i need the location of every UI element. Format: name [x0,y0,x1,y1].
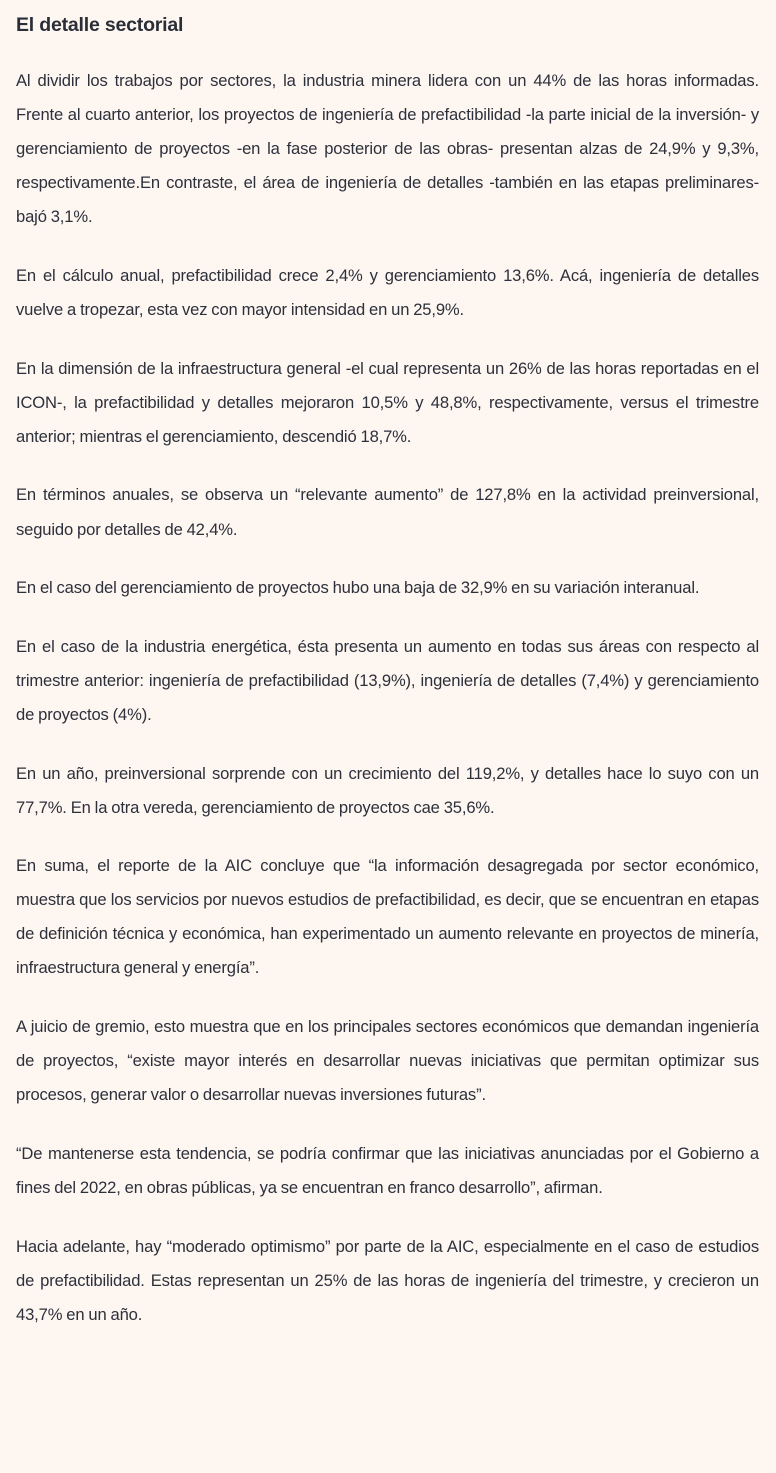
paragraph-energy-industry: En el caso de la industria energética, ésta presenta un aumento en todas sus áreas con respecto al trimestre anterior: ingeniería de prefactibilidad (13,9%), ingeniería de detalles (7,4%) y gerenciamiento de proyectos (4%). [16,636,759,724]
paragraph-mining-sector: Al dividir los trabajos por sectores, la industria minera lidera con un 44% de las horas informadas. Frente al cuarto anterior, los proyectos de ingeniería de prefactibilidad -la parte inicial de la inversión- y gerenciamiento de proyectos -en la fase posterior de las obras- presentan alzas de 24,9% y 9,3%, respectivamente.En contraste, el área de ingeniería de detalles -también en las etapas preliminares- bajó 3,1%. [16,71,759,227]
paragraph-guild-opinion: A juicio de gremio, esto muestra que en los principales sectores económicos que demandan ingeniería de proyectos, “existe mayor interés en desarrollar nuevas iniciativas que permitan optimizar sus procesos, generar valor o desarrollar nuevas inversiones futuras”. [16,1017,759,1105]
paragraph-annual-terms: En términos anuales, se observa un “relevante aumento” de 127,8% en la actividad preinversional, seguido por detalles de 42,4%. [16,485,759,539]
paragraph-annual-calculation: En el cálculo anual, prefactibilidad crece 2,4% y gerenciamiento 13,6%. Acá, ingeniería de detalles vuelve a tropezar, esta vez con mayor intensidad en un 25,9%. [16,265,759,320]
section-heading: El detalle sectorial [16,14,184,36]
paragraph-aic-conclusion: En suma, el reporte de la AIC concluye que “la información desagregada por sector económico, muestra que los servicios por nuevos estudios de prefactibilidad, es decir, que se encuentran en etapas de definición técnica y económica, han experimentado un aumento relevante en proyectos de minería, infraestructura general y energía”. [16,856,759,978]
paragraph-project-management: En el caso del gerenciamiento de proyectos hubo una baja de 32,9% en su variación interanual. [16,578,700,598]
paragraph-infrastructure: En la dimensión de la infraestructura general -el cual representa un 26% de las horas reportadas en el ICON-, la prefactibilidad y detalles mejoraron 10,5% y 48,8%, respectivamente, versus el trimestre anterior; mientras el gerenciamiento, descendió 18,7%. [16,358,759,446]
paragraph-government-initiatives: “De mantenerse esta tendencia, se podría confirmar que las iniciativas anunciadas por el Gobierno a fines del 2022, en obras públicas, ya se encuentran en franco desarrollo”, afirman. [16,1143,759,1197]
paragraph-energy-annual: En un año, preinversional sorprende con un crecimiento del 119,2%, y detalles hace lo suyo con un 77,7%. En la otra vereda, gerenciamiento de proyectos cae 35,6%. [16,763,759,817]
paragraph-outlook: Hacia adelante, hay “moderado optimismo” por parte de la AIC, especialmente en el caso de estudios de prefactibilidad. Estas representan un 25% de las horas de ingeniería del trimestre, y crecieron un 43,7% en un año. [16,1236,759,1324]
